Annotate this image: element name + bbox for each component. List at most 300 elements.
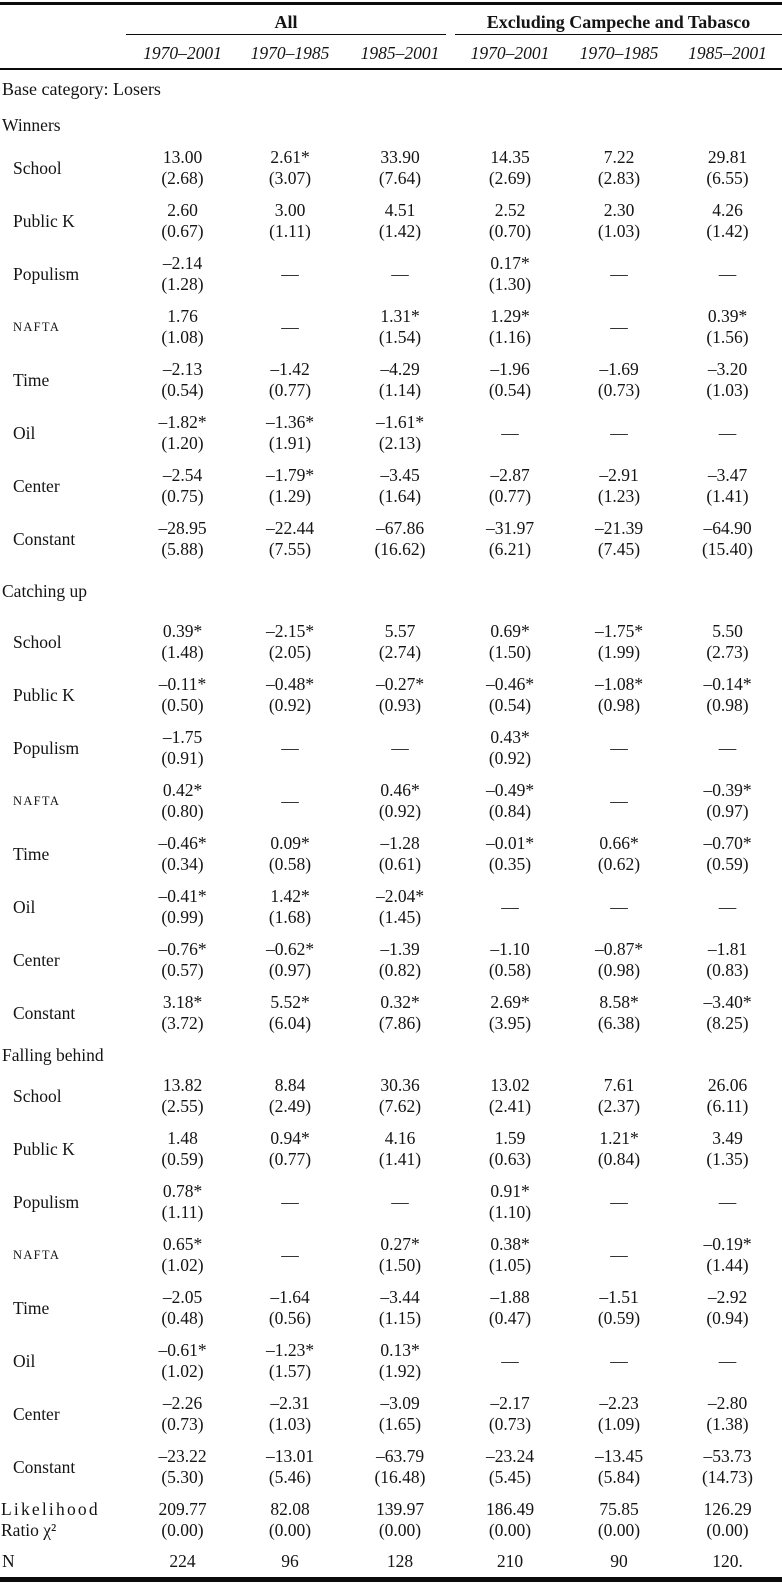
cell-value: –23.22 bbox=[158, 1446, 207, 1466]
cell-std-error: (0.94) bbox=[706, 1308, 749, 1328]
table-row bbox=[0, 775, 782, 828]
cell-std-error: (0.83) bbox=[706, 960, 749, 980]
omitted-dash: — bbox=[610, 423, 628, 443]
row-label-line: School bbox=[13, 158, 62, 178]
cell-std-error: (2.68) bbox=[161, 168, 204, 188]
table-cell bbox=[345, 354, 455, 407]
table-cell bbox=[235, 248, 345, 301]
omitted-dash: — bbox=[610, 791, 628, 811]
cell-std-error: (0.54) bbox=[488, 380, 532, 400]
table-cell bbox=[345, 1388, 455, 1441]
row-label-line: Oil bbox=[13, 423, 36, 443]
table-row bbox=[0, 987, 782, 1040]
cell-value: 14.35 bbox=[490, 147, 530, 167]
table-cell bbox=[235, 934, 345, 987]
year-header: 1970–2001 bbox=[143, 43, 222, 63]
table-row bbox=[0, 1335, 782, 1388]
cell-std-error: (5.84) bbox=[597, 1467, 641, 1487]
cell-value: 0.94* bbox=[270, 1128, 310, 1148]
omitted-dash: — bbox=[718, 1192, 737, 1212]
cell-value: –1.08* bbox=[594, 674, 644, 694]
table-cell bbox=[673, 1335, 782, 1388]
cell-std-error: (0.70) bbox=[488, 221, 532, 241]
row-label bbox=[0, 828, 130, 881]
cell-std-error: (1.99) bbox=[597, 642, 641, 662]
table-cell bbox=[130, 775, 235, 828]
table-cell bbox=[455, 354, 565, 407]
table-cell bbox=[345, 142, 455, 195]
table-cell bbox=[345, 881, 455, 934]
table-cell bbox=[130, 195, 235, 248]
cell-std-error: (0.97) bbox=[706, 801, 749, 821]
row-label-line: Public K bbox=[13, 685, 75, 705]
row-label bbox=[0, 775, 130, 828]
table-cell bbox=[673, 1070, 782, 1123]
cell-std-error: (0.00) bbox=[597, 1520, 641, 1540]
table-cell bbox=[455, 460, 565, 513]
row-label-line: Center bbox=[13, 950, 60, 970]
cell-std-error: (1.91) bbox=[268, 433, 312, 453]
table-cell bbox=[235, 354, 345, 407]
cell-value: 139.97 bbox=[375, 1499, 425, 1519]
row-label-line: School bbox=[13, 1086, 62, 1106]
cell-std-error: (0.54) bbox=[161, 380, 204, 400]
cell-value: –1.82* bbox=[158, 412, 207, 432]
row-label-line: School bbox=[13, 632, 62, 652]
row-label-line: Likelihood bbox=[1, 1499, 100, 1519]
table-cell bbox=[235, 1070, 345, 1123]
table-cell bbox=[455, 934, 565, 987]
table-row bbox=[0, 1282, 782, 1335]
table-cell bbox=[130, 1494, 235, 1547]
cell-value: 2.60 bbox=[167, 200, 198, 220]
cell-std-error: (1.92) bbox=[378, 1361, 422, 1381]
cell-value: 186.49 bbox=[485, 1499, 535, 1519]
cell-value: –3.44 bbox=[380, 1287, 420, 1307]
cell-value: –1.39 bbox=[380, 939, 420, 959]
cell-value: –0.27* bbox=[375, 674, 425, 694]
omitted-dash: — bbox=[281, 738, 299, 758]
cell-value: –1.79* bbox=[265, 465, 315, 485]
cell-value: –0.46* bbox=[485, 674, 535, 694]
cell-value: 0.42* bbox=[162, 780, 203, 800]
table-cell bbox=[565, 407, 673, 460]
cell-std-error: (2.05) bbox=[268, 642, 312, 662]
year-header: 1985–2001 bbox=[360, 43, 440, 63]
cell-std-error: (0.98) bbox=[597, 960, 641, 980]
table-cell bbox=[345, 248, 455, 301]
table-cell bbox=[235, 513, 345, 566]
section-title: Winners bbox=[2, 114, 61, 135]
row-label-line: Center bbox=[13, 476, 60, 496]
cell-value: 5.50 bbox=[712, 621, 743, 641]
col-group-all: All bbox=[126, 5, 446, 35]
row-label bbox=[0, 1282, 130, 1335]
cell-value: 8.58* bbox=[599, 992, 639, 1012]
cell-std-error: (0.75) bbox=[161, 486, 204, 506]
table-cell bbox=[455, 987, 565, 1040]
cell-value: 2.30 bbox=[603, 200, 635, 220]
table-cell bbox=[345, 616, 455, 669]
table-cell bbox=[345, 987, 455, 1040]
table-cell bbox=[130, 1176, 235, 1229]
row-label-line: Public K bbox=[13, 1139, 75, 1159]
column-group-row bbox=[0, 5, 782, 35]
table-cell bbox=[345, 1176, 455, 1229]
row-label-line: NAFTA bbox=[13, 794, 61, 808]
table-row bbox=[0, 1547, 782, 1577]
table-cell bbox=[673, 616, 782, 669]
cell-std-error: (0.56) bbox=[268, 1308, 312, 1328]
omitted-dash: — bbox=[610, 264, 628, 284]
cell-value: 1.59 bbox=[494, 1128, 526, 1148]
row-label-line: Constant bbox=[13, 1457, 76, 1477]
omitted-dash: — bbox=[718, 423, 737, 443]
cell-value: –2.14 bbox=[162, 253, 203, 273]
cell-value: 0.65* bbox=[162, 1234, 203, 1254]
table-cell bbox=[130, 1123, 235, 1176]
omitted-dash: — bbox=[610, 1351, 628, 1371]
table-cell bbox=[130, 513, 235, 566]
row-label bbox=[0, 195, 130, 248]
omitted-dash: — bbox=[718, 1351, 737, 1371]
cell-std-error: (0.61) bbox=[378, 854, 422, 874]
cell-std-error: (7.64) bbox=[378, 168, 422, 188]
table-cell bbox=[130, 1229, 235, 1282]
cell-std-error: (1.68) bbox=[268, 907, 312, 927]
table-cell bbox=[565, 1547, 673, 1577]
cell-value: –3.20 bbox=[707, 359, 748, 379]
table-cell bbox=[455, 407, 565, 460]
cell-std-error: (3.72) bbox=[161, 1013, 204, 1033]
table-cell bbox=[130, 354, 235, 407]
row-label-line: Time bbox=[13, 370, 50, 390]
cell-value: 120. bbox=[712, 1551, 743, 1571]
table-cell bbox=[673, 669, 782, 722]
row-label bbox=[0, 142, 130, 195]
cell-value: 8.84 bbox=[274, 1075, 306, 1095]
section-title: Catching up bbox=[2, 580, 88, 601]
cell-value: –0.87* bbox=[594, 939, 644, 959]
table-cell bbox=[235, 460, 345, 513]
row-label bbox=[0, 248, 130, 301]
table-cell bbox=[130, 669, 235, 722]
row-label bbox=[0, 722, 130, 775]
table-cell bbox=[345, 1547, 455, 1577]
cell-std-error: (1.50) bbox=[488, 642, 532, 662]
cell-value: 26.06 bbox=[707, 1075, 748, 1095]
table-cell bbox=[565, 195, 673, 248]
cell-value: –0.46* bbox=[158, 833, 207, 853]
cell-std-error: (5.45) bbox=[488, 1467, 532, 1487]
cell-std-error: (0.58) bbox=[488, 960, 532, 980]
table-cell bbox=[565, 987, 673, 1040]
cell-std-error: (0.73) bbox=[488, 1414, 532, 1434]
row-label-line: N bbox=[2, 1551, 15, 1571]
table-cell bbox=[565, 1388, 673, 1441]
table-cell bbox=[565, 142, 673, 195]
cell-std-error: (0.57) bbox=[161, 960, 204, 980]
table-cell bbox=[130, 301, 235, 354]
table-cell bbox=[455, 1388, 565, 1441]
cell-std-error: (1.11) bbox=[161, 1202, 204, 1222]
cell-std-error: (8.25) bbox=[706, 1013, 749, 1033]
cell-std-error: (2.13) bbox=[378, 433, 422, 453]
cell-value: 0.69* bbox=[490, 621, 530, 641]
cell-std-error: (14.73) bbox=[701, 1467, 754, 1487]
cell-value: –1.75* bbox=[594, 621, 644, 641]
cell-std-error: (0.00) bbox=[488, 1520, 532, 1540]
cell-std-error: (1.03) bbox=[706, 380, 749, 400]
cell-value: –1.23* bbox=[265, 1340, 315, 1360]
cell-std-error: (2.55) bbox=[161, 1096, 204, 1116]
cell-std-error: (0.84) bbox=[597, 1149, 641, 1169]
cell-value: 0.09* bbox=[270, 833, 310, 853]
cell-value: 7.61 bbox=[603, 1075, 635, 1095]
cell-std-error: (1.41) bbox=[706, 486, 749, 506]
table-cell bbox=[130, 1070, 235, 1123]
table-cell bbox=[235, 881, 345, 934]
table-cell bbox=[235, 722, 345, 775]
cell-std-error: (0.97) bbox=[268, 960, 312, 980]
year-header-row bbox=[0, 35, 782, 68]
table-cell bbox=[455, 1494, 565, 1547]
cell-value: –0.48* bbox=[265, 674, 315, 694]
cell-std-error: (0.92) bbox=[488, 748, 532, 768]
cell-std-error: (1.11) bbox=[269, 221, 311, 241]
cell-value: 0.78* bbox=[162, 1181, 203, 1201]
table-row bbox=[0, 407, 782, 460]
omitted-dash: — bbox=[501, 1351, 519, 1371]
cell-std-error: (0.62) bbox=[597, 854, 641, 874]
cell-std-error: (0.00) bbox=[706, 1520, 749, 1540]
cell-value: –2.23 bbox=[599, 1393, 639, 1413]
table-cell bbox=[673, 1229, 782, 1282]
cell-value: –1.69 bbox=[599, 359, 639, 379]
omitted-dash: — bbox=[281, 1245, 299, 1265]
table-cell bbox=[673, 1176, 782, 1229]
table-cell bbox=[673, 1547, 782, 1577]
cell-std-error: (0.91) bbox=[161, 748, 204, 768]
cell-value: 33.90 bbox=[380, 147, 420, 167]
table-cell bbox=[235, 775, 345, 828]
table-cell bbox=[565, 248, 673, 301]
cell-std-error: (2.49) bbox=[268, 1096, 312, 1116]
table-cell bbox=[345, 407, 455, 460]
table-cell bbox=[673, 1282, 782, 1335]
table-cell bbox=[455, 1176, 565, 1229]
table-cell bbox=[130, 1282, 235, 1335]
table-body bbox=[0, 108, 782, 1577]
cell-std-error: (5.30) bbox=[161, 1467, 204, 1487]
table-cell bbox=[130, 722, 235, 775]
omitted-dash: — bbox=[281, 1192, 299, 1212]
cell-std-error: (1.28) bbox=[161, 274, 204, 294]
cell-value: 4.51 bbox=[384, 200, 416, 220]
table-row bbox=[0, 460, 782, 513]
cell-value: 126.29 bbox=[703, 1499, 752, 1519]
row-label-line: Constant bbox=[13, 1003, 76, 1023]
row-label-line: Populism bbox=[13, 738, 80, 758]
cell-std-error: (1.42) bbox=[378, 221, 422, 241]
omitted-dash: — bbox=[718, 264, 737, 284]
table-cell bbox=[130, 1335, 235, 1388]
cell-std-error: (2.37) bbox=[597, 1096, 641, 1116]
cell-std-error: (0.34) bbox=[161, 854, 204, 874]
cell-std-error: (1.05) bbox=[488, 1255, 532, 1275]
table-cell bbox=[345, 828, 455, 881]
omitted-dash: — bbox=[610, 738, 628, 758]
table-row bbox=[0, 1229, 782, 1282]
table-cell bbox=[673, 775, 782, 828]
cell-value: –0.41* bbox=[158, 886, 207, 906]
table-cell bbox=[455, 1282, 565, 1335]
table-cell bbox=[455, 142, 565, 195]
row-label-line: NAFTA bbox=[13, 1248, 61, 1262]
table-cell bbox=[130, 934, 235, 987]
table-cell bbox=[673, 407, 782, 460]
table-cell bbox=[673, 354, 782, 407]
table-cell bbox=[565, 1070, 673, 1123]
cell-std-error: (1.64) bbox=[378, 486, 422, 506]
table-cell bbox=[565, 934, 673, 987]
row-label bbox=[0, 1123, 130, 1176]
cell-std-error: (5.88) bbox=[161, 539, 204, 559]
cell-value: –1.96 bbox=[490, 359, 530, 379]
cell-value: 0.17* bbox=[490, 253, 530, 273]
table-cell bbox=[565, 354, 673, 407]
table-cell bbox=[345, 1229, 455, 1282]
table-cell bbox=[130, 460, 235, 513]
table-cell bbox=[455, 301, 565, 354]
table-cell bbox=[565, 881, 673, 934]
row-label bbox=[0, 1070, 130, 1123]
omitted-dash: — bbox=[610, 897, 628, 917]
row-label bbox=[0, 669, 130, 722]
omitted-dash: — bbox=[281, 264, 299, 284]
table-cell bbox=[235, 828, 345, 881]
table-cell bbox=[455, 881, 565, 934]
table-cell bbox=[565, 669, 673, 722]
cell-value: –3.40* bbox=[703, 992, 752, 1012]
table-cell bbox=[455, 513, 565, 566]
cell-std-error: (1.10) bbox=[488, 1202, 532, 1222]
table-cell bbox=[345, 669, 455, 722]
cell-std-error: (1.38) bbox=[706, 1414, 749, 1434]
cell-value: –31.97 bbox=[485, 518, 535, 538]
cell-value: –3.45 bbox=[380, 465, 420, 485]
cell-std-error: (1.50) bbox=[378, 1255, 422, 1275]
table-cell bbox=[673, 195, 782, 248]
table-row bbox=[0, 722, 782, 775]
table-cell bbox=[565, 1229, 673, 1282]
year-header: 1970–1985 bbox=[250, 43, 330, 63]
cell-value: 3.49 bbox=[712, 1128, 743, 1148]
table-cell bbox=[235, 1123, 345, 1176]
table-cell bbox=[673, 1494, 782, 1547]
cell-std-error: (1.48) bbox=[161, 642, 204, 662]
cell-std-error: (1.45) bbox=[378, 907, 422, 927]
cell-value: 128 bbox=[386, 1551, 414, 1571]
cell-value: 4.26 bbox=[712, 200, 743, 220]
row-label-line: Time bbox=[13, 844, 50, 864]
cell-std-error: (1.20) bbox=[161, 433, 204, 453]
cell-std-error: (7.55) bbox=[268, 539, 312, 559]
table-cell bbox=[345, 1335, 455, 1388]
table-cell bbox=[565, 513, 673, 566]
table-cell bbox=[345, 775, 455, 828]
cell-value: –28.95 bbox=[158, 518, 207, 538]
cell-value: 0.43* bbox=[490, 727, 530, 747]
table-cell bbox=[673, 1123, 782, 1176]
row-label-line: Time bbox=[13, 1298, 50, 1318]
table-row bbox=[0, 881, 782, 934]
row-label bbox=[0, 1441, 130, 1494]
table-cell bbox=[673, 513, 782, 566]
table-cell bbox=[455, 722, 565, 775]
cell-std-error: (0.84) bbox=[488, 801, 532, 821]
table-row bbox=[0, 616, 782, 669]
cell-value: 2.61* bbox=[270, 147, 310, 167]
cell-std-error: (1.41) bbox=[378, 1149, 422, 1169]
table-cell bbox=[565, 616, 673, 669]
cell-value: –0.70* bbox=[703, 833, 752, 853]
cell-std-error: (7.62) bbox=[378, 1096, 422, 1116]
cell-value: –13.45 bbox=[594, 1446, 644, 1466]
cell-value: 210 bbox=[496, 1551, 524, 1571]
omitted-dash: — bbox=[391, 738, 409, 758]
cell-std-error: (1.30) bbox=[488, 274, 532, 294]
table-cell bbox=[235, 1494, 345, 1547]
table-cell bbox=[235, 1547, 345, 1577]
table-row bbox=[0, 828, 782, 881]
omitted-dash: — bbox=[391, 264, 409, 284]
cell-value: –64.90 bbox=[703, 518, 752, 538]
table-cell bbox=[130, 1547, 235, 1577]
row-label-line: Public K bbox=[13, 211, 75, 231]
table-cell bbox=[130, 828, 235, 881]
cell-value: –0.14* bbox=[703, 674, 752, 694]
cell-std-error: (0.92) bbox=[268, 695, 312, 715]
table-cell bbox=[345, 722, 455, 775]
row-label bbox=[0, 987, 130, 1040]
table-cell bbox=[130, 248, 235, 301]
cell-value: 0.13* bbox=[380, 1340, 420, 1360]
cell-std-error: (1.57) bbox=[268, 1361, 312, 1381]
cell-std-error: (0.00) bbox=[268, 1520, 312, 1540]
table-cell bbox=[565, 1441, 673, 1494]
table-cell bbox=[673, 987, 782, 1040]
table-cell bbox=[455, 1229, 565, 1282]
cell-value: 4.16 bbox=[384, 1128, 416, 1148]
cell-value: –1.88 bbox=[490, 1287, 530, 1307]
cell-value: 0.39* bbox=[162, 621, 203, 641]
table-cell bbox=[130, 1441, 235, 1494]
cell-std-error: (1.16) bbox=[488, 327, 532, 347]
cell-value: –0.76* bbox=[158, 939, 207, 959]
table-cell bbox=[565, 775, 673, 828]
cell-std-error: (1.15) bbox=[378, 1308, 422, 1328]
cell-value: 5.57 bbox=[384, 621, 416, 641]
table-row bbox=[0, 1176, 782, 1229]
table-cell bbox=[565, 1494, 673, 1547]
table-header bbox=[0, 5, 782, 70]
cell-value: –1.10 bbox=[490, 939, 530, 959]
table-cell bbox=[455, 1335, 565, 1388]
row-label bbox=[0, 1388, 130, 1441]
cell-value: 30.36 bbox=[380, 1075, 420, 1095]
cell-value: –1.28 bbox=[380, 833, 420, 853]
